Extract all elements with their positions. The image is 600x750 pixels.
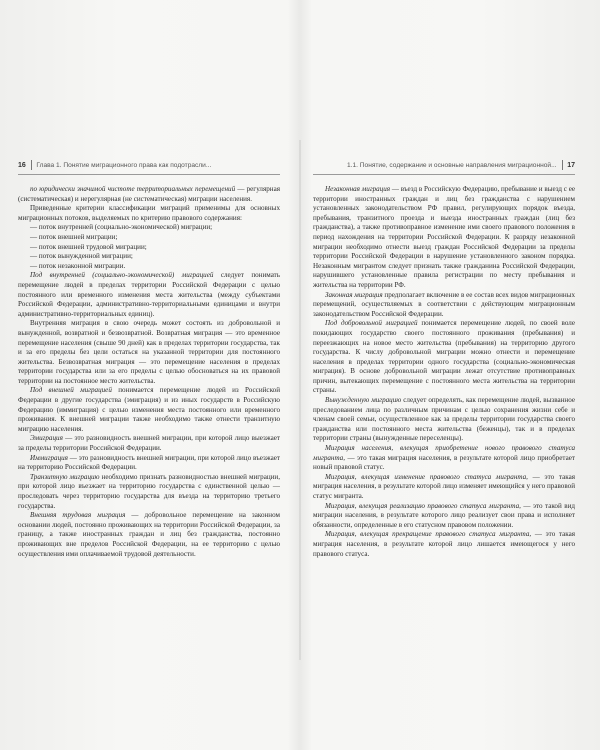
paragraph-text: — это такая миграция населения, в результате которой лицо изменяет имеющийся у него правовой статус мигранта. <box>313 472 575 500</box>
paragraph <box>313 185 575 291</box>
paragraph <box>313 473 575 502</box>
running-head-text: Глава 1. Понятие миграционного права как подотрасли... <box>36 161 212 169</box>
paragraph <box>18 262 280 272</box>
book-gutter <box>299 140 301 660</box>
paragraph-text: Внутренняя миграция в свою очередь может состоять из добровольной и вынужденной, возвратной и безвозвратной. Возвратная миграция — это временное перемещение населения (свыше 90 дней) как в пределах территории государства, так и за его пределы без цели остаться на указанной территории для постоянного жительства. Безвозвратная миграция — это перемещение населения в пределах территории государства или за его пределы с целью обосноваться на их правовой территории на постоянное место жительства. <box>18 319 280 385</box>
page-number: 17 <box>567 161 575 169</box>
italic-term: Миграция, влекущая прекращение правового статуса мигранта, <box>325 530 532 539</box>
header-divider <box>562 160 563 170</box>
paragraph-text: следует определять, как перемещение людей, вызванное преследованием лица по различным причинам с целью сохранения жизни себе и членам своей семьи, осуществленное как за пределы территории государства своего гражданства или постоянного места жительства (беженцы), так и в пределах территории страны (вынужденные переселенцы). <box>313 396 575 443</box>
paragraph <box>313 291 575 320</box>
paragraph <box>18 271 280 319</box>
paragraph-text: — это такая миграция населения, в результате которой лицо приобретает новый правовой статус. <box>313 453 575 472</box>
paragraph-text: понимается перемещение людей из Российской Федерации в другие государства (эмиграция) и из иных государств в Российскую Федерацию (иммиграция) с целью изменения места постоянного или временного проживания. К внешней миграции также необходимо также отнести транзитную миграцию населения. <box>18 386 281 433</box>
italic-term: Под добровольной миграцией <box>325 319 418 328</box>
paragraph <box>18 473 280 511</box>
paragraph-text: — поток внешней миграции; <box>30 232 118 241</box>
paragraph-text: — поток вынужденной миграции; <box>30 252 133 261</box>
paragraph-text: — въезд в Российскую Федерацию, пребывание и выезд с ее территории иностранных граждан и лиц без гражданства с нарушением установленных законодательством РФ правил, регулирующих порядок въезда, пребывания, транзитного проезда и выезда иностранных граждан (лиц без гражданства), а также противоправное изменение ими своего правового положения в период нахождения на территории Российской Федерации. К разряду незаконной миграции необходимо отнести выезд граждан Российской Федерации за пределы территории Российской Федерации в нарушение установленного законом порядка. Незаконным мигрантом следует признать также гражданина Российской Федерации, нарушившего установленные правила регистрации по месту пребывания и жительства на территории РФ. <box>313 185 576 289</box>
paragraph <box>18 319 280 386</box>
paragraph-text: — поток внутренней (социально-экономической) миграции; <box>30 223 213 232</box>
paragraph-text: — добровольное перемещение на законном основании людей, постоянно проживающих на территории Российской Федерации, за границу, а также иностранных граждан и лиц без гражданства, постоянно проживающих вне пределов Российской Федерации, на ее территорию с целью осуществления ими оплачиваемой трудовой деятельности. <box>18 511 280 558</box>
italic-term: Законная миграция <box>325 290 383 299</box>
paragraph-text: — регулярная (систематическая) и нерегулярная (не систематическая) миграции населения. <box>18 185 280 203</box>
left-page <box>18 158 280 559</box>
paragraph <box>18 434 280 453</box>
paragraph <box>18 386 280 434</box>
italic-term: Под внешней миграцией <box>30 386 112 395</box>
paragraph <box>313 530 575 559</box>
paragraph <box>313 396 575 444</box>
paragraph <box>313 319 575 396</box>
italic-term: Миграция, влекущая реализацию правового статуса мигранта, <box>325 501 521 510</box>
header-divider <box>31 160 32 170</box>
paragraph-text: — поток незаконной миграции. <box>30 261 126 270</box>
paragraph <box>18 233 280 243</box>
italic-term: Эмиграция <box>30 434 63 443</box>
paragraph-text: — это разновидность внешней миграции, при которой лицо въезжает на территорию Российской Федерации. <box>18 453 280 472</box>
italic-term: Вынужденную миграцию <box>325 396 402 405</box>
right-body-text <box>313 185 575 559</box>
paragraph-text: — это такая миграция населения, в результате которой лицо лишается имеющегося у него правового статуса. <box>313 530 575 558</box>
italic-term: Миграция населения, влекущая приобретение нового правового статуса мигранта, <box>313 444 575 462</box>
right-page <box>313 158 575 559</box>
paragraph-text: следует понимать перемещение людей в пределах территории Российской Федерации с целью постоянного или временного изменения места жительства (между субъектами Российской Федерации, административно-территориальными единицами и внутри административно-территориальных единиц). <box>18 271 280 318</box>
paragraph <box>18 454 280 473</box>
page-number: 16 <box>18 161 26 169</box>
right-running-header <box>313 158 575 175</box>
italic-term: Под внутренней (социально-экономической) миграцией <box>30 271 214 280</box>
paragraph-text: необходимо признать разновидностью внешней миграции, при которой лицо въезжает на территорию государства с единственной целью — проследовать через территорию государства для въезда на территорию третьего государства. <box>18 472 281 510</box>
paragraph-text: — это разновидность внешней миграции, при которой лицо выезжает за пределы территории Российской Федерации. <box>18 434 280 453</box>
italic-term: по юридически значимой чистоте территориальных перемещений <box>30 185 236 193</box>
left-body-text <box>18 185 280 559</box>
paragraph <box>18 204 280 223</box>
paragraph-text: понимается перемещение людей, по своей воле покидающих государство своего постоянного проживания (пребывания) и переезжающих на новое место жительства (пребывания) на территорию другого государства. К числу добровольной миграции можно отнести и перемещение населения в пределах территории одного государства (социально-экономическая миграция). В основе добровольной миграции лежат отсутствие противоправных причин, вытекающих перемещение с постоянного места жительства на территории страны. <box>313 319 575 395</box>
paragraph-text: предполагает включение в ее состав всех видов миграционных перемещений, осуществляемых в соответствии с действующим миграционным законодательством Российской Федерации. <box>313 290 575 318</box>
paragraph-text: — это такой вид миграции населения, в результате которого лицо реализует свои права и исполняет обязанности, определенные в его статусном правовом положении. <box>313 501 576 529</box>
paragraph <box>313 502 575 531</box>
italic-term: Транзитную миграцию <box>30 472 100 481</box>
paragraph <box>18 252 280 262</box>
left-running-header <box>18 158 280 175</box>
italic-term: Внешняя трудовая миграция <box>30 511 126 520</box>
italic-term: Незаконная миграция <box>325 185 391 193</box>
paragraph-text: Приведенные критерии классификации миграций применимы для основных миграционных потоков, выделяемых по критерию правового содержания: <box>18 204 280 222</box>
paragraph <box>313 444 575 473</box>
paragraph <box>18 243 280 253</box>
italic-term: Миграция, влекущая изменение правового статуса мигранта, <box>325 472 528 481</box>
paragraph <box>18 185 280 204</box>
running-head-text: 1.1. Понятие, содержание и основные направления миграционной... <box>346 161 557 169</box>
paragraph <box>18 511 280 559</box>
paragraph-text: — поток внешней трудовой миграции; <box>30 242 147 251</box>
italic-term: Иммиграция <box>30 453 68 462</box>
paragraph <box>18 223 280 233</box>
